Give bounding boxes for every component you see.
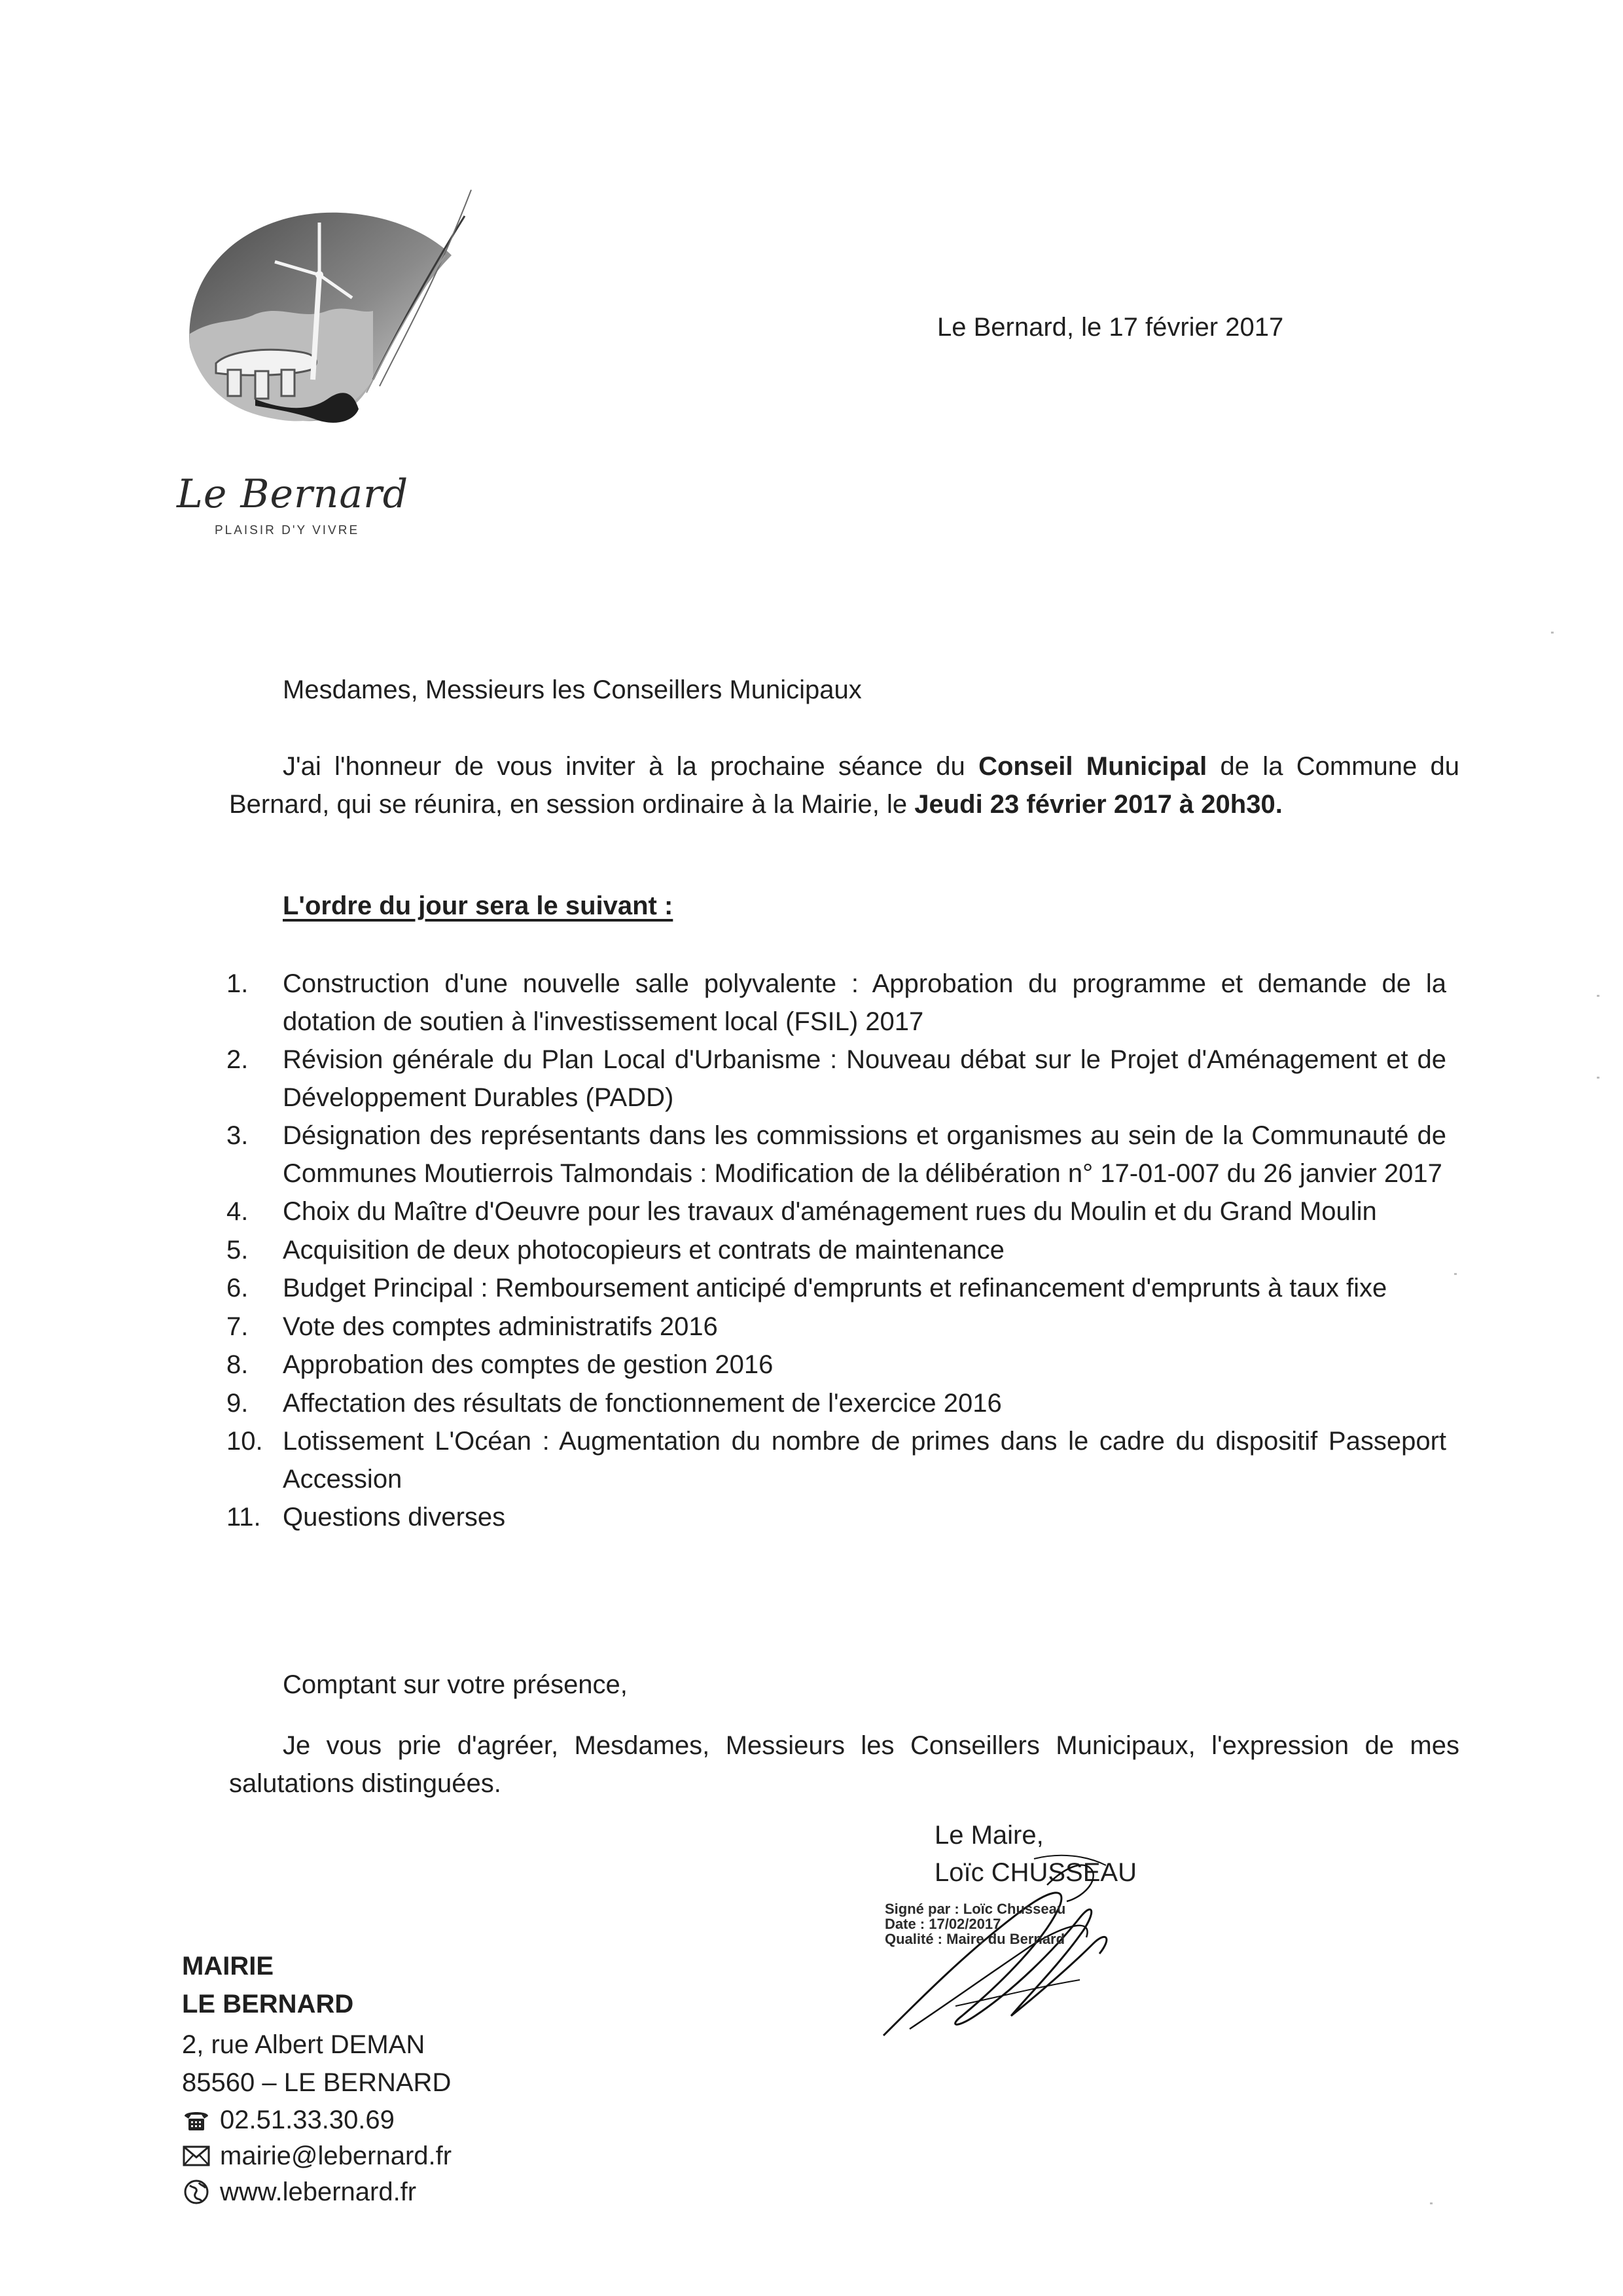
agenda-item-number: 1. [226, 969, 249, 998]
scan-speck [1551, 632, 1554, 634]
agenda-item-text: Désignation des représentants dans les commissions et organismes au sein de la Communauté de Communes Moutierrois Talmondais : Modification de la délibération n° 17-01-007 du 26 janvier 2017 [283, 1121, 1446, 1188]
letter-date: Le Bernard, le 17 février 2017 [937, 313, 1284, 342]
agenda-item-number: 2. [226, 1045, 249, 1074]
logo-name: Le Bernard [177, 471, 409, 517]
footer-postal-address: 85560 – LE BERNARD [182, 2068, 452, 2097]
agenda-item-number: 9. [226, 1388, 249, 1418]
telephone-icon [182, 2107, 211, 2133]
agenda-item [216, 1117, 1446, 1193]
agenda-item [216, 1385, 1446, 1423]
stamp-line: Qualité : Maire du Bernard [885, 1931, 1065, 1947]
agenda-item-number: 6. [226, 1274, 249, 1302]
agenda-item-text: Révision générale du Plan Local d'Urbanisme : Nouveau débat sur le Projet d'Aménagement et de Développement Durables (PADD) [283, 1045, 1446, 1112]
agenda-title: L'ordre du jour sera le suivant : [283, 891, 673, 920]
agenda-item [216, 965, 1446, 1041]
agenda-item-number: 8. [226, 1350, 249, 1379]
email-address[interactable]: mairie@lebernard.fr [220, 2142, 452, 2170]
agenda-item [216, 1423, 1446, 1498]
closing-salutations-text: Je vous prie d'agréer, Mesdames, Messieurs les Conseillers Municipaux, l'expression de mes salutations distinguées. [229, 1731, 1459, 1798]
signatory-name: Loïc CHUSSEAU [935, 1858, 1137, 1887]
agenda-item [216, 1270, 1446, 1308]
envelope-icon [182, 2143, 211, 2169]
phone-number: 02.51.33.30.69 [220, 2106, 395, 2134]
intro-text-2: de la Commune du Bernard, qui se réunira, en session ordinaire à la Mairie, le [229, 752, 1459, 819]
intro-bold-date: Jeudi 23 février 2017 à 20h30. [914, 790, 1283, 819]
agenda-item [216, 1499, 1446, 1537]
salutation: Mesdames, Messieurs les Conseillers Municipaux [283, 675, 862, 704]
footer-email [182, 2137, 452, 2175]
closing-salutations [229, 1727, 1459, 1803]
website-url[interactable]: www.lebernard.fr [220, 2178, 417, 2206]
footer-commune-name: LE BERNARD [182, 1990, 354, 2018]
agenda-item-number: 4. [226, 1197, 249, 1226]
agenda-item-text: Acquisition de deux photocopieurs et contrats de maintenance [283, 1235, 1005, 1265]
agenda-item-text: Lotissement L'Océan : Augmentation du nombre de primes dans le cadre du dispositif Passeport Accession [283, 1427, 1446, 1494]
agenda-item [216, 1041, 1446, 1117]
agenda-item [216, 1346, 1446, 1384]
agenda-item [216, 1193, 1446, 1231]
agenda-item-number: 11. [226, 1503, 261, 1532]
agenda-item-number: 5. [226, 1235, 249, 1265]
agenda-item-text: Construction d'une nouvelle salle polyvalente : Approbation du programme et demande de la dotation de soutien à l'investissement local (FSIL) 2017 [283, 969, 1446, 1036]
footer-website [182, 2173, 416, 2211]
commune-logo [177, 183, 484, 550]
footer-street-address: 2, rue Albert DEMAN [182, 2030, 425, 2059]
agenda-item-text: Budget Principal : Remboursement anticipé d'emprunts et refinancement d'emprunts à taux fixe [283, 1274, 1387, 1302]
agenda-item-text: Questions diverses [283, 1503, 506, 1532]
electronic-signature-stamp [885, 1901, 1065, 1946]
logo-tagline: PLAISIR D'Y VIVRE [215, 524, 360, 537]
closing-presence: Comptant sur votre présence, [283, 1670, 628, 1699]
intro-paragraph [229, 747, 1459, 823]
scan-speck [1597, 995, 1599, 997]
agenda-item-number: 3. [226, 1121, 249, 1150]
agenda-list [216, 965, 1446, 1537]
agenda-item-text: Vote des comptes administratifs 2016 [283, 1312, 718, 1341]
agenda-item-number: 7. [226, 1312, 249, 1341]
scan-speck [1597, 1077, 1599, 1079]
scan-speck [1430, 2202, 1433, 2204]
agenda-item-text: Choix du Maître d'Oeuvre pour les travaux d'aménagement rues du Moulin et du Grand Moulin [283, 1197, 1377, 1226]
agenda-item-text: Approbation des comptes de gestion 2016 [283, 1350, 774, 1379]
stamp-line: Signé par : Loïc Chusseau [885, 1901, 1066, 1917]
agenda-item-text: Affectation des résultats de fonctionnement de l'exercice 2016 [283, 1388, 1002, 1418]
footer-mairie-label: MAIRIE [182, 1952, 274, 1981]
scan-speck [1454, 1273, 1457, 1275]
wind-turbine-dolmen-emblem [177, 183, 484, 478]
agenda-item-number: 10. [226, 1427, 263, 1456]
stamp-line: Date : 17/02/2017 [885, 1916, 1001, 1932]
intro-text-1: J'ai l'honneur de vous inviter à la prochaine séance du [283, 752, 979, 781]
signatory-title: Le Maire, [935, 1821, 1044, 1850]
footer-phone [182, 2101, 395, 2139]
agenda-item [216, 1308, 1446, 1346]
agenda-item [216, 1232, 1446, 1270]
globe-icon [182, 2179, 211, 2205]
intro-bold-council: Conseil Municipal [978, 752, 1207, 781]
